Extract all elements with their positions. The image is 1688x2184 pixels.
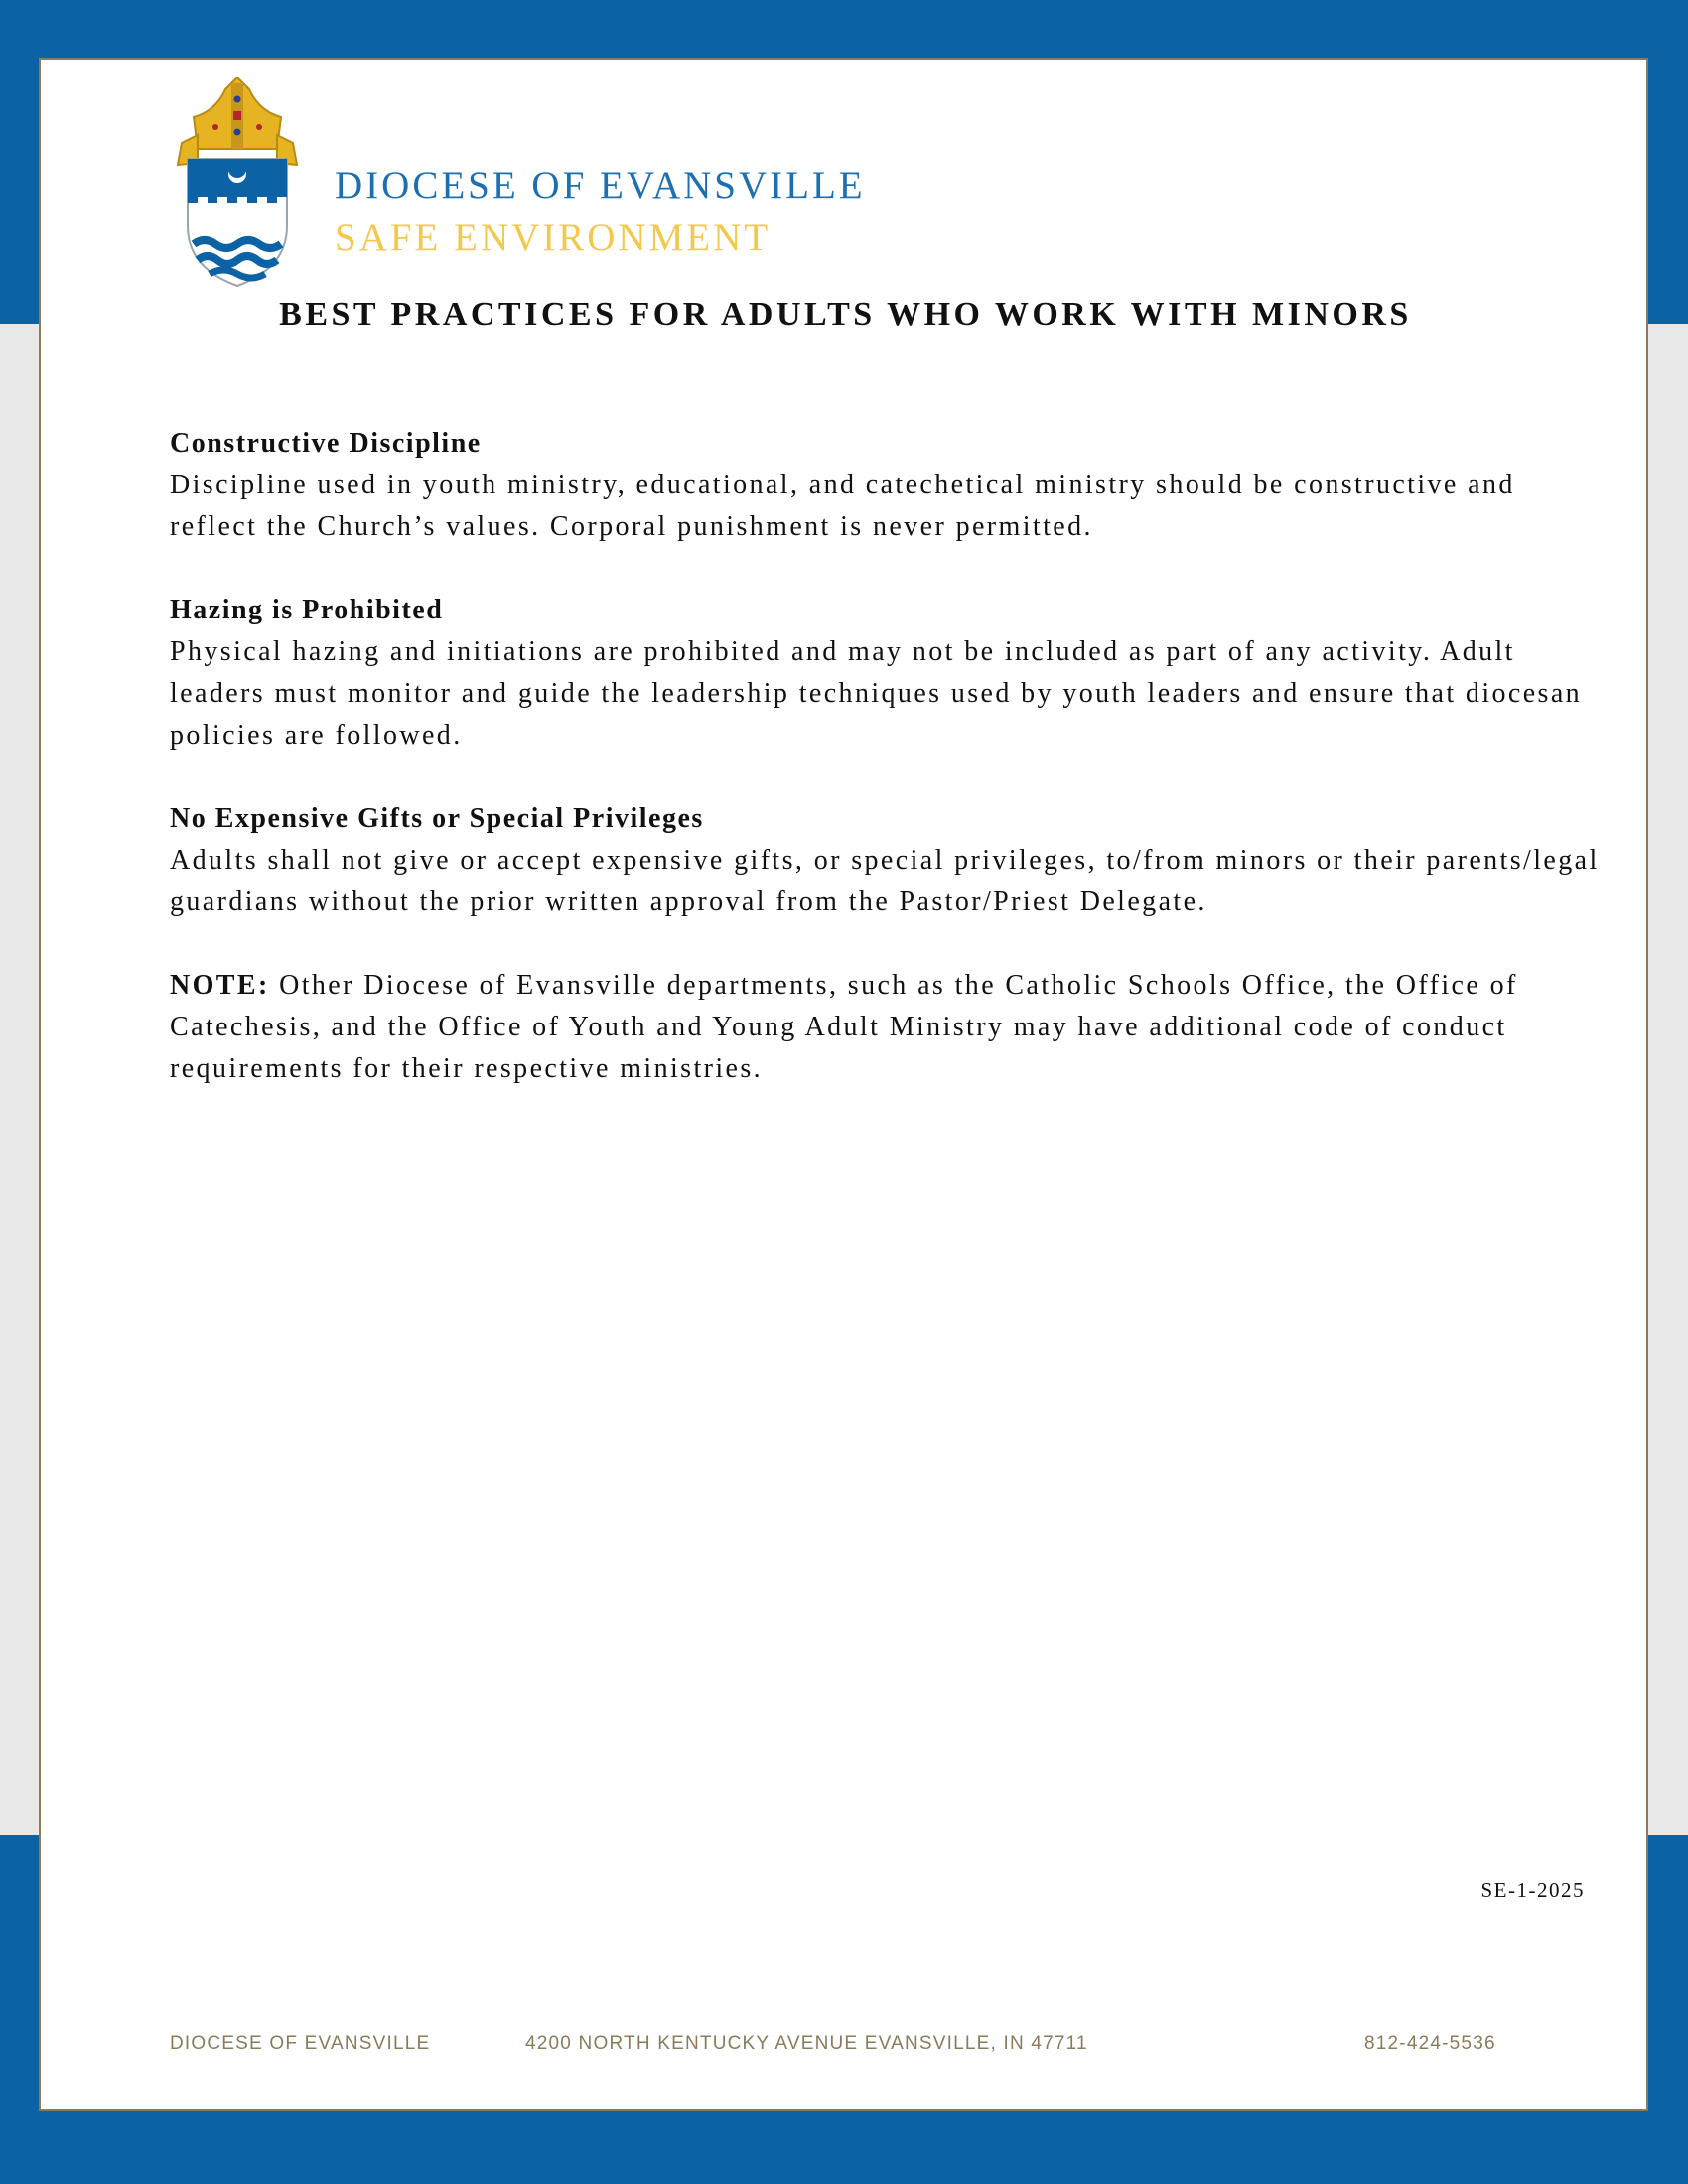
section-text: Adults shall not give or accept expensive gifts, or special privileges, to/from minors or their parents/legal guardians without the prior written approval from the Pastor/Priest Delegate. <box>170 845 1600 917</box>
footer-address: 4200 NORTH KENTUCKY AVENUE EVANSVILLE, IN 47711 <box>525 2033 1088 2054</box>
document-title: BEST PRACTICES FOR ADULTS WHO WORK WITH MINORS <box>279 296 1412 333</box>
footer <box>41 2033 1650 2063</box>
section-heading: Constructive Discipline <box>170 428 482 459</box>
section-no-expensive-gifts <box>170 798 1600 923</box>
document-page <box>39 58 1648 2111</box>
section-heading: Hazing is Prohibited <box>170 595 444 625</box>
section-constructive-discipline <box>170 423 1600 548</box>
note-label: NOTE: <box>170 970 270 1001</box>
section-hazing-prohibited <box>170 590 1600 756</box>
section-text: Physical hazing and initiations are prohibited and may not be included as part of any activity. Adult leaders must monitor and guide the leadership techniques used by youth leaders and ensure that diocesan policies are followed. <box>170 636 1583 751</box>
diocese-coat-of-arms-icon <box>168 77 307 292</box>
footer-phone: 812-424-5536 <box>1364 2033 1496 2054</box>
footer-organization: DIOCESE OF EVANSVILLE <box>170 2033 431 2054</box>
document-body <box>170 423 1600 1132</box>
document-code: SE-1-2025 <box>1480 1878 1585 1902</box>
organization-subtitle: SAFE ENVIRONMENT <box>335 216 772 259</box>
note-text: Other Diocese of Evansville departments, such as the Catholic Schools Office, the Office of Catechesis, and the Office of Youth and Young Adult Ministry may have additional code of conduct requirements for their respective ministries. <box>170 970 1518 1084</box>
section-text: Discipline used in youth ministry, educational, and catechetical ministry should be constructive and reflect the Church’s values. Corporal punishment is never permitted. <box>170 470 1515 542</box>
organization-name: DIOCESE OF EVANSVILLE <box>335 164 866 206</box>
section-heading: No Expensive Gifts or Special Privileges <box>170 803 704 834</box>
note-paragraph <box>170 965 1600 1090</box>
